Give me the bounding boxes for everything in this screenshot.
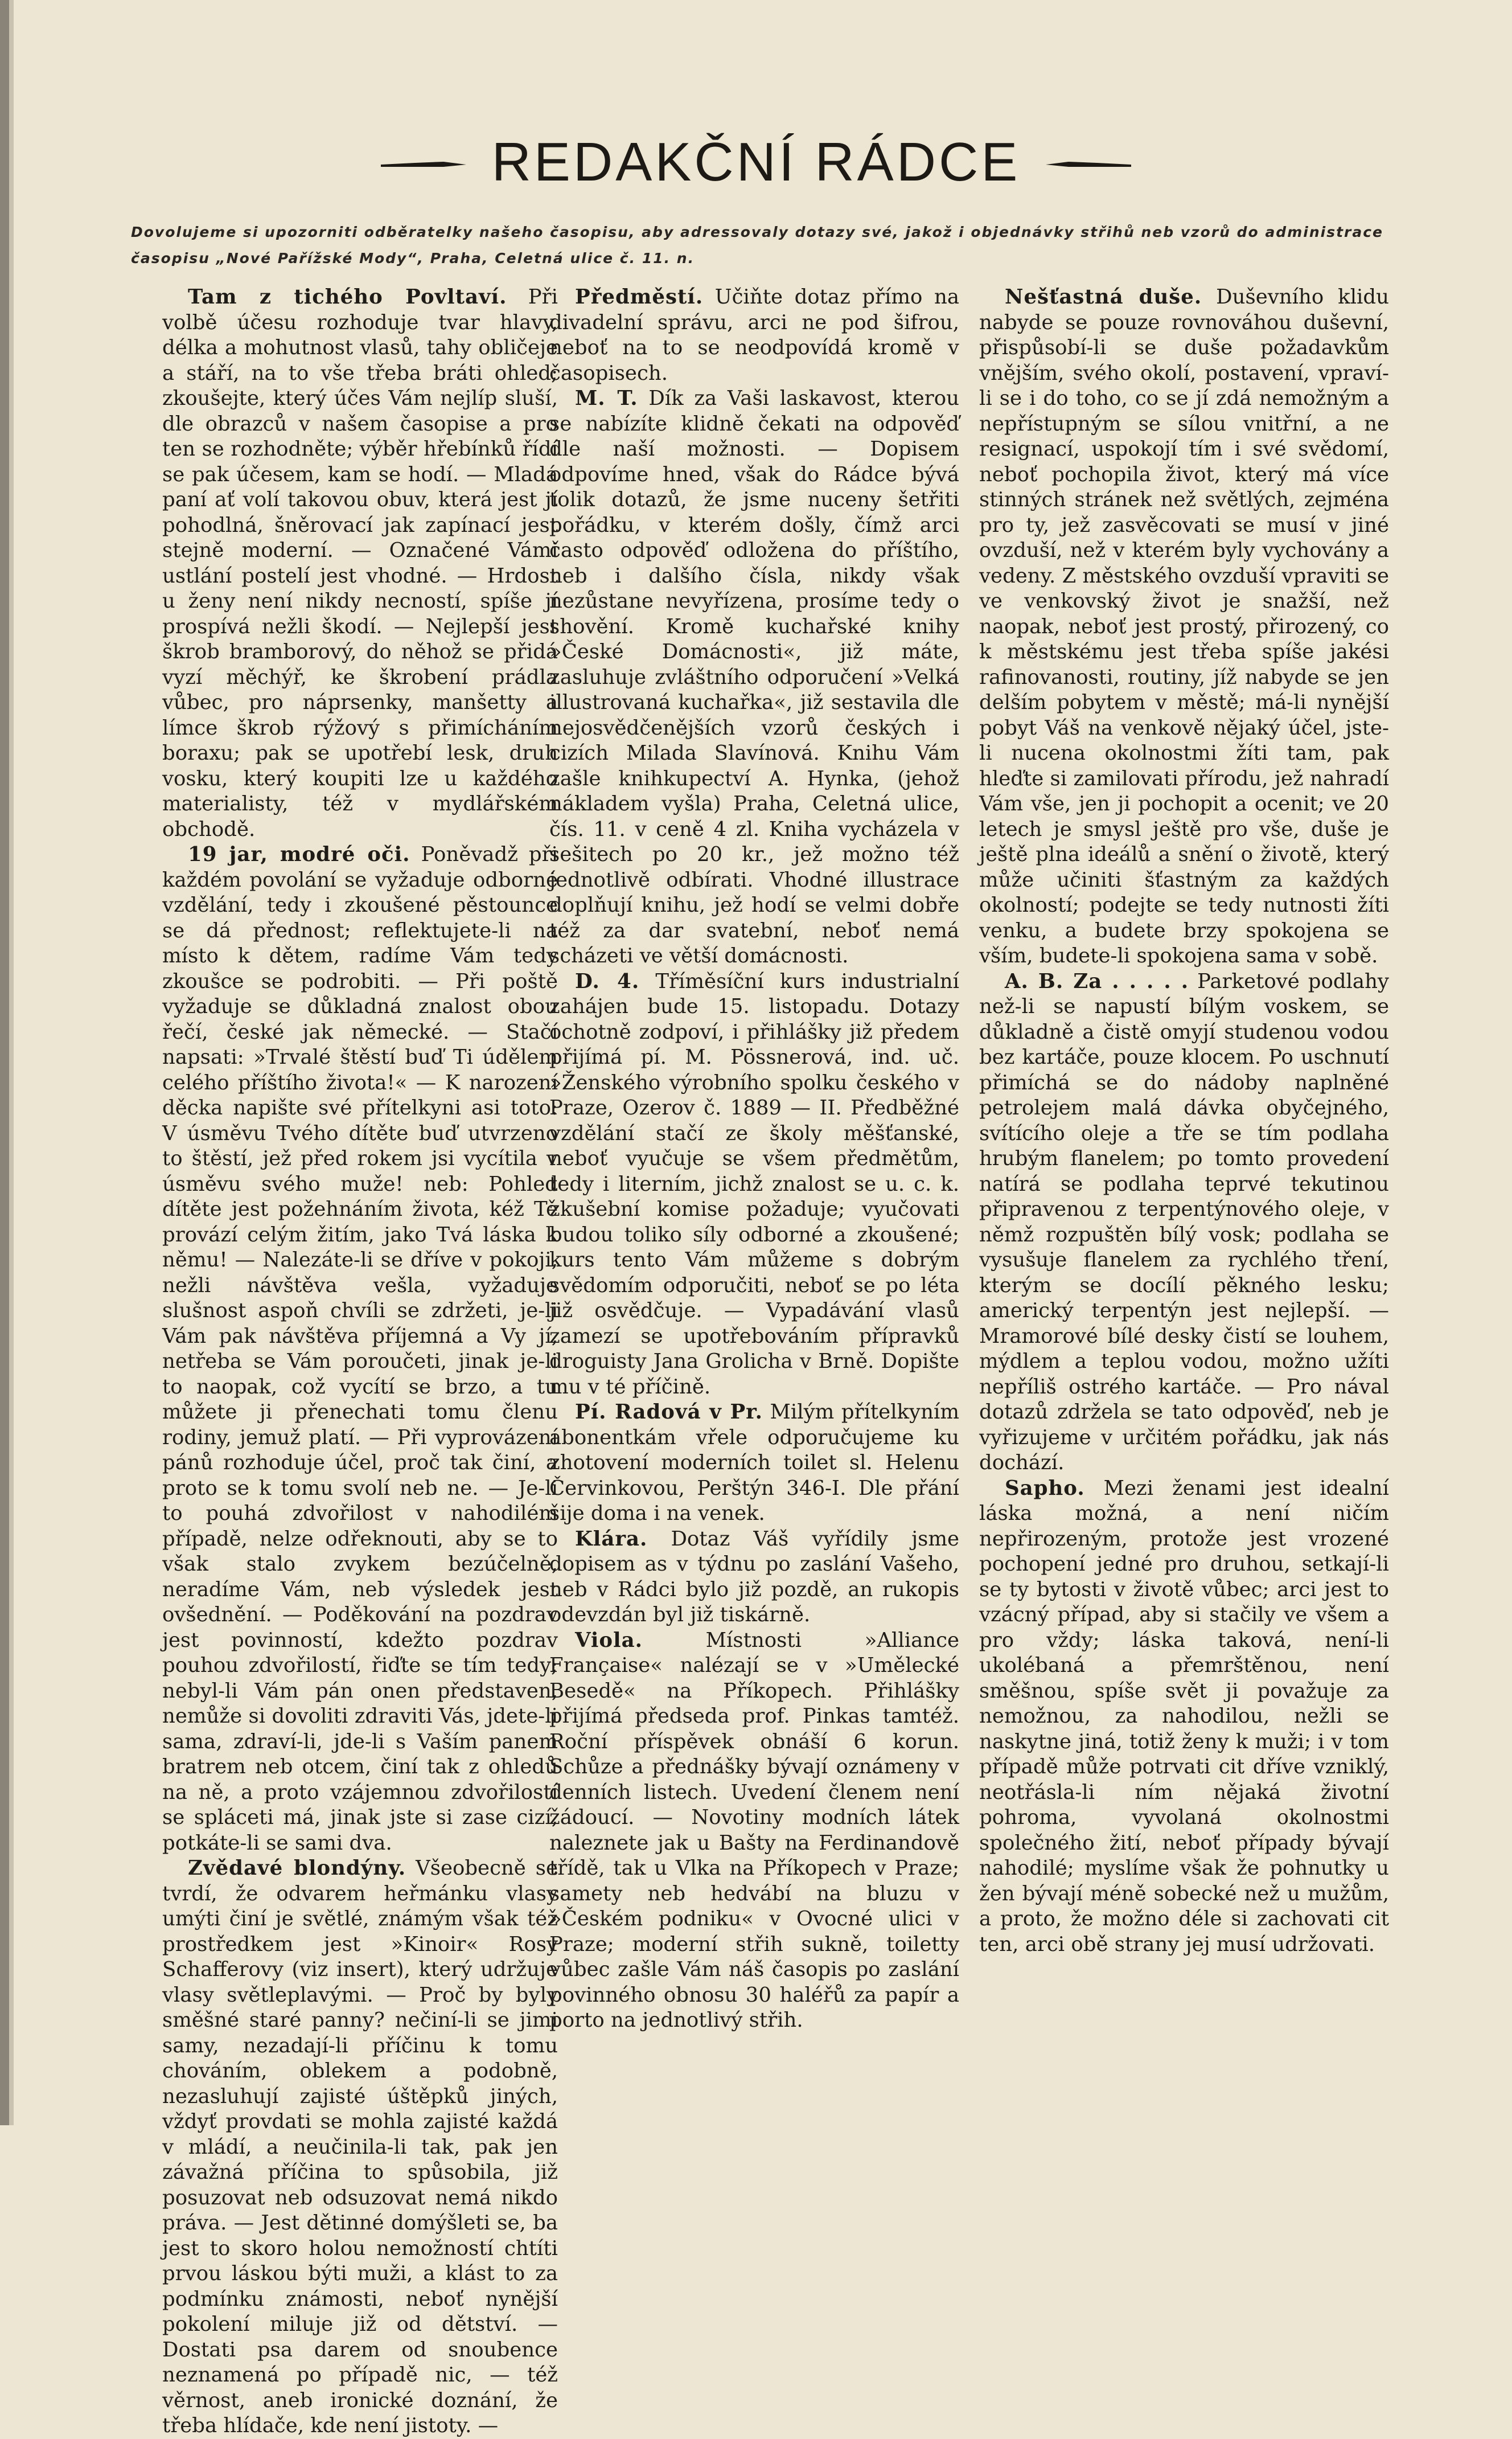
article xyxy=(162,842,558,1856)
left-ornament-rule xyxy=(381,157,466,168)
article-heading: Zvědavé blondýny. xyxy=(188,1856,406,1880)
article-heading: Viola. xyxy=(575,1628,643,1652)
article xyxy=(979,1476,1389,1958)
page-header xyxy=(0,131,1512,194)
article-text: Dotaz Váš vyřídily jsme dopisem as v týdnu po zaslání Vašeho, neb v Rádci bylo již pozdě, an rukopis odevzdán byl již tiskárně. xyxy=(549,1527,959,1626)
article xyxy=(979,285,1389,969)
article-heading: Tam z tichého Povltaví. xyxy=(188,285,507,309)
article-heading: Klára. xyxy=(575,1527,648,1551)
article-text: Milým přítelkyním abonentkám vřele odporučujeme ku zhotovení moderních toilet sl. Helenu Červinkovou, Perštýn 346-I. Dle přání šije doma i na venek. xyxy=(549,1400,959,1525)
page-edge-shadow xyxy=(9,0,14,2125)
column-1 xyxy=(162,285,558,2439)
page-edge xyxy=(0,0,9,2125)
article-text: Všeobecně se tvrdí, že odvarem heřmánku vlasy umýti činí je světlé, známým však též prostředkem jest »Kinoir« Rosy Schafferovy (viz insert), který udržuje vlasy světleplavými. — Proč by byly směšné staré panny? nečiní-li se jimi samy, nezadají-li příčinu k tomu chováním, oblekem a podobně, nezasluhují zajisté úštěpků jiných, vždyť provdati se mohla zajisté každá v mládí, a neučinila-li tak, pak jen závažná příčina to spůsobila, již posuzovat neb odsuzovat nemá nikdo práva. — Jest dětinné domýšleti se, ba jest to skoro holou nemožností chtíti prvou láskou býti muži, a klást to za podmínku známosti, neboť nynější pokolení miluje již od dětství. — Dostati psa darem od snoubence neznamená po případě nic, — též věrnost, aneb ironické doznání, že třeba hlídače, kde není jistoty. — xyxy=(162,1856,558,2437)
article xyxy=(549,1400,959,1527)
article-heading: Sapho. xyxy=(1005,1476,1085,1500)
article xyxy=(162,285,558,842)
article xyxy=(549,969,959,1400)
article-heading: 19 jar, modré oči. xyxy=(188,843,410,866)
article-text: Při volbě účesu rozhoduje tvar hlavy, délka a mohutnost vlasů, tahy obličeje a stáří, na to vše třeba bráti ohled; zkoušejte, který účes Vám nejlíp sluší, dle obrazců v našem časopise a pro ten se rozhodněte; výběr hřebínků řídí se pak účesem, kam se hodí. — Mladá paní ať volí takovou obuv, která jest jí pohodlná, šněrovací jak zapínací jest stejně moderní. — Označené Vámi ustlání postelí jest vhodné. — Hrdost u ženy není nikdy necností, spíše jí prospívá nežli škodí. — Nejlepší jest škrob bramborový, do něhož se přidá vyzí měchýř, ke škrobení prádla vůbec, pro náprsenky, manšetty a límce škrob rýžový s přimícháním boraxu; pak se upotřebí lesk, druh vosku, který koupiti lze u každého materialisty, též v mydlářském obchodě. xyxy=(162,285,558,841)
article xyxy=(549,285,959,386)
article xyxy=(549,386,959,969)
editorial-notice: Dovolujeme si upozorniti odběratelky našeho časopisu, aby adressovaly dotazy své, jakož i objednávky střihů neb vzorů do administrace časopisu „Nové Pařížské Mody“, Praha, Celetná ulice č. 11. n. xyxy=(131,224,1383,267)
right-ornament-rule xyxy=(1046,157,1131,168)
article-text: Parketové podlahy než-li se napustí bílým voskem, se důkladně a čistě omyjí studenou vodou bez kartáče, pouze klocem. Po uschnutí přimíchá se do nádoby naplněné petrolejem malá dávka obyčejného, svítícího oleje a tře se tím podlaha hrubým flanelem; po tomto provedení natírá se podlaha teprvé tekutinou připravenou z terpentýnového oleje, v němž rozpuštěn bílý vosk; podlaha se vysušuje flanelem za rychlého tření, kterým se docílí pěkného lesku; americký terpentýn jest nejlepší. — Mramorové bílé desky čistí se louhem, mýdlem a teplou vodou, možno užíti nepříliš ostrého kartáče. — Pro nával dotazů zdržela se tato odpověď, neb je vyřizujeme v určitém pořádku, jak nás dochází. xyxy=(979,969,1389,1474)
article xyxy=(549,1628,959,2034)
article-text: Dík za Vaši laskavost, kterou se nabízíte klidně čekati na odpověď dle naší možnosti. — Dopisem odpovíme hned, však do Rádce bývá tolik dotazů, že jsme nuceny šetřiti pořádku, v kterém došly, čímž arci často odpověď odložena do příštího, neb i dalšího čísla, nikdy však nezůstane nevyřízena, prosíme tedy o shovění. Kromě kuchařské knihy »České Domácnosti«, již máte, zasluhuje zvláštního odporučení »Velká illustrovaná kuchařka«, již sestavila dle nejosvědčenějších vzorů českých i cizích Milada Slavínová. Knihu Vám zašle knihkupectví A. Hynka, (jehož nákladem vyšla) Praha, Celetná ulice, čís. 11. v ceně 4 zl. Kniha vycházela v sešitech po 20 kr., jež možno též jednotlivě odbírati. Vhodné illustrace doplňují knihu, jež hodí se velmi dobře též za dar svatební, neboť nemá scházeti ve větší domácnosti. xyxy=(549,387,959,968)
article-text: Místnosti »Alliance Française« nalézají se v »Umělecké Besedě« na Příkopech. Přihlášky přijímá předseda prof. Pinkas tamtéž. Roční příspěvek obnáší 6 korun. Schůze a přednášky bývají oznámeny v denních listech. Uvedení členem není žádoucí. — Novotiny modních látek naleznete jak u Bašty na Ferdinandově třídě, tak u Vlka na Příkopech v Praze; samety neb hedvábí na bluzu v »Českém podniku« v Ovocné ulici v Praze; moderní střih sukně, toiletty vůbec zašle Vám náš časopis po zaslání povinného obnosu 30 haléřů za papír a porto na jednotlivý střih. xyxy=(549,1628,959,2032)
article xyxy=(162,1856,558,2439)
column-3 xyxy=(979,285,1389,1957)
article xyxy=(549,1527,959,1628)
article-text: Poněvadž při každém povolání se vyžaduje odborné vzdělání, tedy i zkoušené pěstounce se dá přednost; reflektujete-li na místo k dětem, radíme Vám tedy zkoušce se podrobiti. — Při poště vyžaduje se důkladná znalost obou řečí, české jak německé. — Stačí napsati: »Trvalé štěstí buď Ti údělem celého příštího života!« — K narození děcka napište své přítelkyni asi toto: V úsměvu Tvého dítěte buď utvrzeno to štěstí, jež před rokem jsi vycítila v úsměvu svého muže! neb: Pohled dítěte jest požehnáním života, kéž Tě provází celým žitím, jako Tvá láska k němu! — Nalezáte-li se dříve v pokoji, nežli návštěva vešla, vyžaduje slušnost aspoň chvíli se zdržeti, je-li Vám pak návštěva příjemná a Vy jí, netřeba se Vám poroučeti, jinak je-li to naopak, což vycítí se brzo, a tu můžete ji přenechati tomu členu rodiny, jemuž platí. — Při vyprovázení pánů rozhoduje účel, proč tak činí, a proto se k tomu svolí neb ne. — Je-li to pouhá zdvořilost v nahodilém případě, nelze odřeknouti, aby se to však stalo zvykem bezúčelně, neradíme Vám, neb výsledek jest ovšednění. — Poděkování na pozdrav jest povinností, kdežto pozdrav pouhou zdvořilostí, řiďte se tím tedy; nebyl-li Vám pán onen představen, nemůže si dovoliti zdraviti Vás, jdete-li sama, zdraví-li, jde-li s Vaším panem bratrem neb otcem, činí tak z ohledů na ně, a proto vzájemnou zdvořilostí se spláceti má, jinak jste si zase cizí, potkáte-li se sami dva. xyxy=(162,843,558,1855)
article-heading: Pí. Radová v Pr. xyxy=(575,1400,763,1424)
article-text: Tříměsíční kurs industrialní zahájen bude 15. listopadu. Dotazy ochotně zodpoví, i přihlášky již předem přijímá pí. M. Pössnerová, ind. uč. »Ženského výrobního spolku českého v Praze, Ozerov č. 1889 — II. Předběžné vzdělání stačí ze školy měšťanské, neboť vyučuje se všem předmětům, tedy i literním, jichž znalost se u. c. k. zkušební komise požaduje; vyučovati budou toliko síly odborné a zkoušené; kurs tento Vám můžeme s dobrým svědomím odporučiti, neboť se po léta již osvědčuje. — Vypadávání vlasů zamezí se upotřebováním přípravků droguisty Jana Grolicha v Brně. Dopište mu v té příčině. xyxy=(549,969,959,1399)
page-title: REDAKČNÍ RÁDCE xyxy=(491,132,1021,192)
article-text: Mezi ženami jest idealní láska možná, a není ničím nepřirozeným, protože jest vrozené pochopení jedné pro druhou, setkají-li se ty bytosti v životě vůbec; arci jest to vzácný případ, aby si stačily ve všem a pro vždy; láska taková, není-li ukolébaná a přemrštěnou, není směšnou, spíše svět ji považuje za nemožnou, za nahodilou, nežli se naskytne jiná, totiž ženy k muži; i v tom případě může potrvati cit dříve vzniklý, neotřásla-li ním nějaká životní pohroma, vyvolaná okolnostmi společného žití, neboť případy bývají nahodilé; myslíme však že pohnutky u žen bývají méně sobecké než u mužům, a proto, že možno déle si zachovati cit ten, arci obě strany jej musí udržovati. xyxy=(979,1476,1389,1956)
article xyxy=(979,969,1389,1476)
article-text: Učiňte dotaz přímo na divadelní správu, arci ne pod šifrou, neboť na to se neodpovídá kromě v časopisech. xyxy=(549,285,959,385)
article-text: Duševního klidu nabyde se pouze rovnováhou duševní, přispůsobí-li se duše požadavkům vnějším, svého okolí, postavení, vpraví-li se i do toho, co se jí zdá nemožným a nepřístupným se sílou vnitřní, a ne resignací, uspokojí tím i své svědomí, neboť pochopila život, který má více stinných stránek než světlých, zejména pro ty, jež zasvěcovati se musí v jiné ovzduší, než v kterém byly vychovány a vedeny. Z městského ovzduší vpraviti se ve venkovský život je snažší, než naopak, neboť jest prostý, přirozený, co k městskému jest třeba spíše jakési rafinovanosti, routiny, jíž nabyde se jen delším pobytem v městě; má-li nynější pobyt Váš na venkově nějaký účel, jste-li nucena okolnostmi žíti tam, pak hleďte si zamilovati přírodu, jež nahradí Vám vše, jen ji pochopit a ocenit; ve 20 letech je smysl ještě pro vše, duše je ještě plna ideálů a snění o životě, který může učiniti šťastným za každých okolností; podejte se tedy nutnosti žíti venku, a budete brzy spokojena se vším, budete-li spokojena sama v sobě. xyxy=(979,285,1389,968)
article-heading: D. 4. xyxy=(575,969,640,993)
article-heading: M. T. xyxy=(575,387,638,410)
column-2 xyxy=(549,285,959,2034)
article-heading: Nešťastná duše. xyxy=(1005,285,1202,309)
article-heading: A. B. Za . . . . . xyxy=(1005,969,1189,993)
article-heading: Předměstí. xyxy=(575,285,704,309)
